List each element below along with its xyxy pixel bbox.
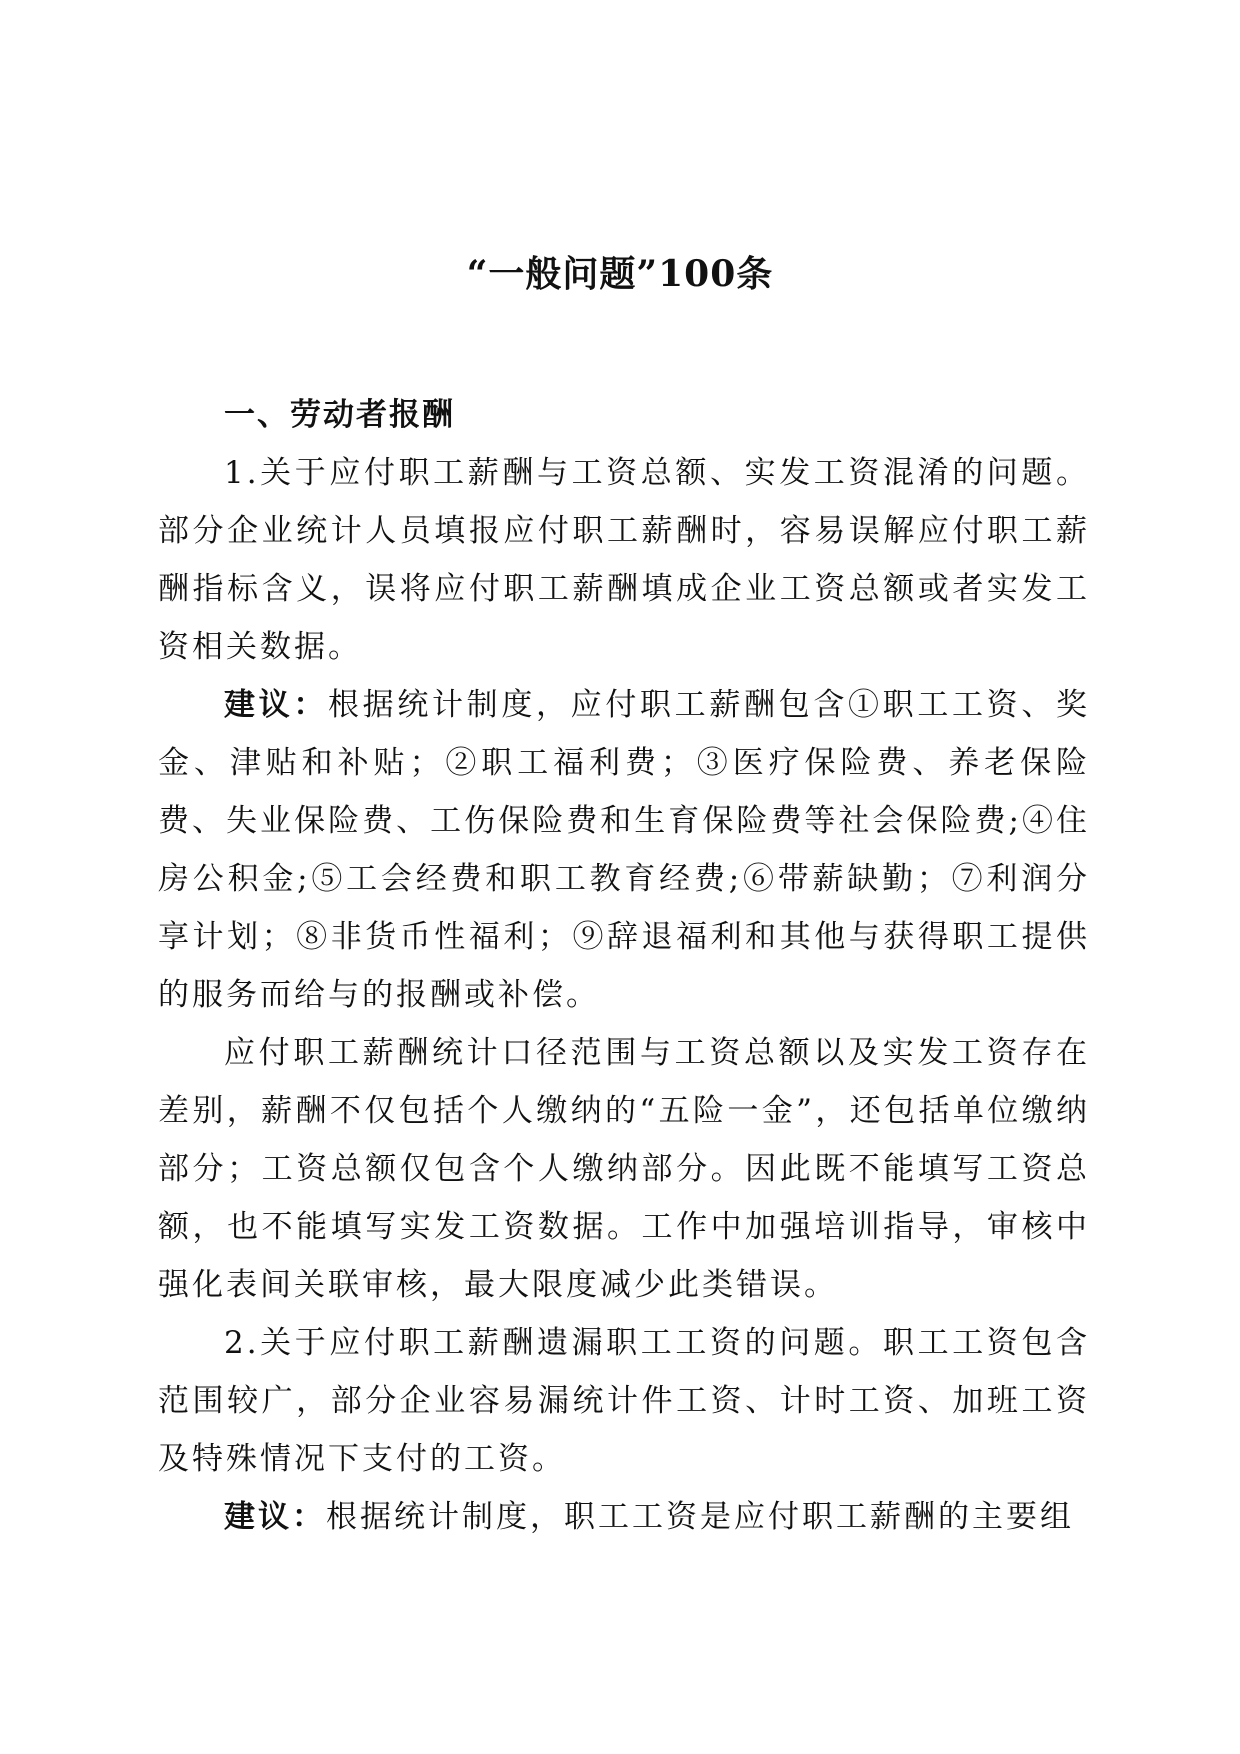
paragraph-text: 2.关于应付职工薪酬遗漏职工工资的问题。职工工资包含范围较广，部分企业容易漏统计件工资、计时工资、加班工资及特殊情况下支付的工资。	[158, 1325, 1090, 1477]
paragraph-5	[158, 1488, 1090, 1546]
paragraph-2	[158, 676, 1090, 1024]
paragraph-3	[158, 1024, 1090, 1314]
paragraph-text: 应付职工薪酬统计口径范围与工资总额以及实发工资存在差别，薪酬不仅包括个人缴纳的“五险一金”，还包括单位缴纳部分；工资总额仅包含个人缴纳部分。因此既不能填写工资总额，也不能填写实发工资数据。工作中加强培训指导，审核中强化表间关联审核，最大限度减少此类错误。	[158, 1035, 1090, 1303]
paragraph-text: 根据统计制度，应付职工薪酬包含①职工工资、奖金、津贴和补贴；②职工福利费；③医疗保险费、养老保险费、失业保险费、工伤保险费和生育保险费等社会保险费;④住房公积金;⑤工会经费和职工教育经费;⑥带薪缺勤；⑦利润分享计划；⑧非货币性福利；⑨辞退福利和其他与获得职工提供的服务而给与的报酬或补偿。	[158, 687, 1090, 1013]
document-title: “一般问题”100条	[466, 253, 774, 295]
paragraph-4	[158, 1314, 1090, 1488]
paragraph-text: 根据统计制度，职工工资是应付职工薪酬的主要组	[326, 1499, 1074, 1535]
paragraph-1	[158, 444, 1090, 676]
document-body	[158, 386, 1090, 1546]
paragraph-lead: 建议：	[224, 687, 328, 723]
paragraph-lead: 建议：	[224, 1499, 326, 1535]
paragraph-text: 1.关于应付职工薪酬与工资总额、实发工资混淆的问题。部分企业统计人员填报应付职工薪酬时，容易误解应付职工薪酬指标含义，误将应付职工薪酬填成企业工资总额或者实发工资相关数据。	[158, 455, 1090, 665]
section-heading: 一、劳动者报酬	[224, 397, 455, 433]
